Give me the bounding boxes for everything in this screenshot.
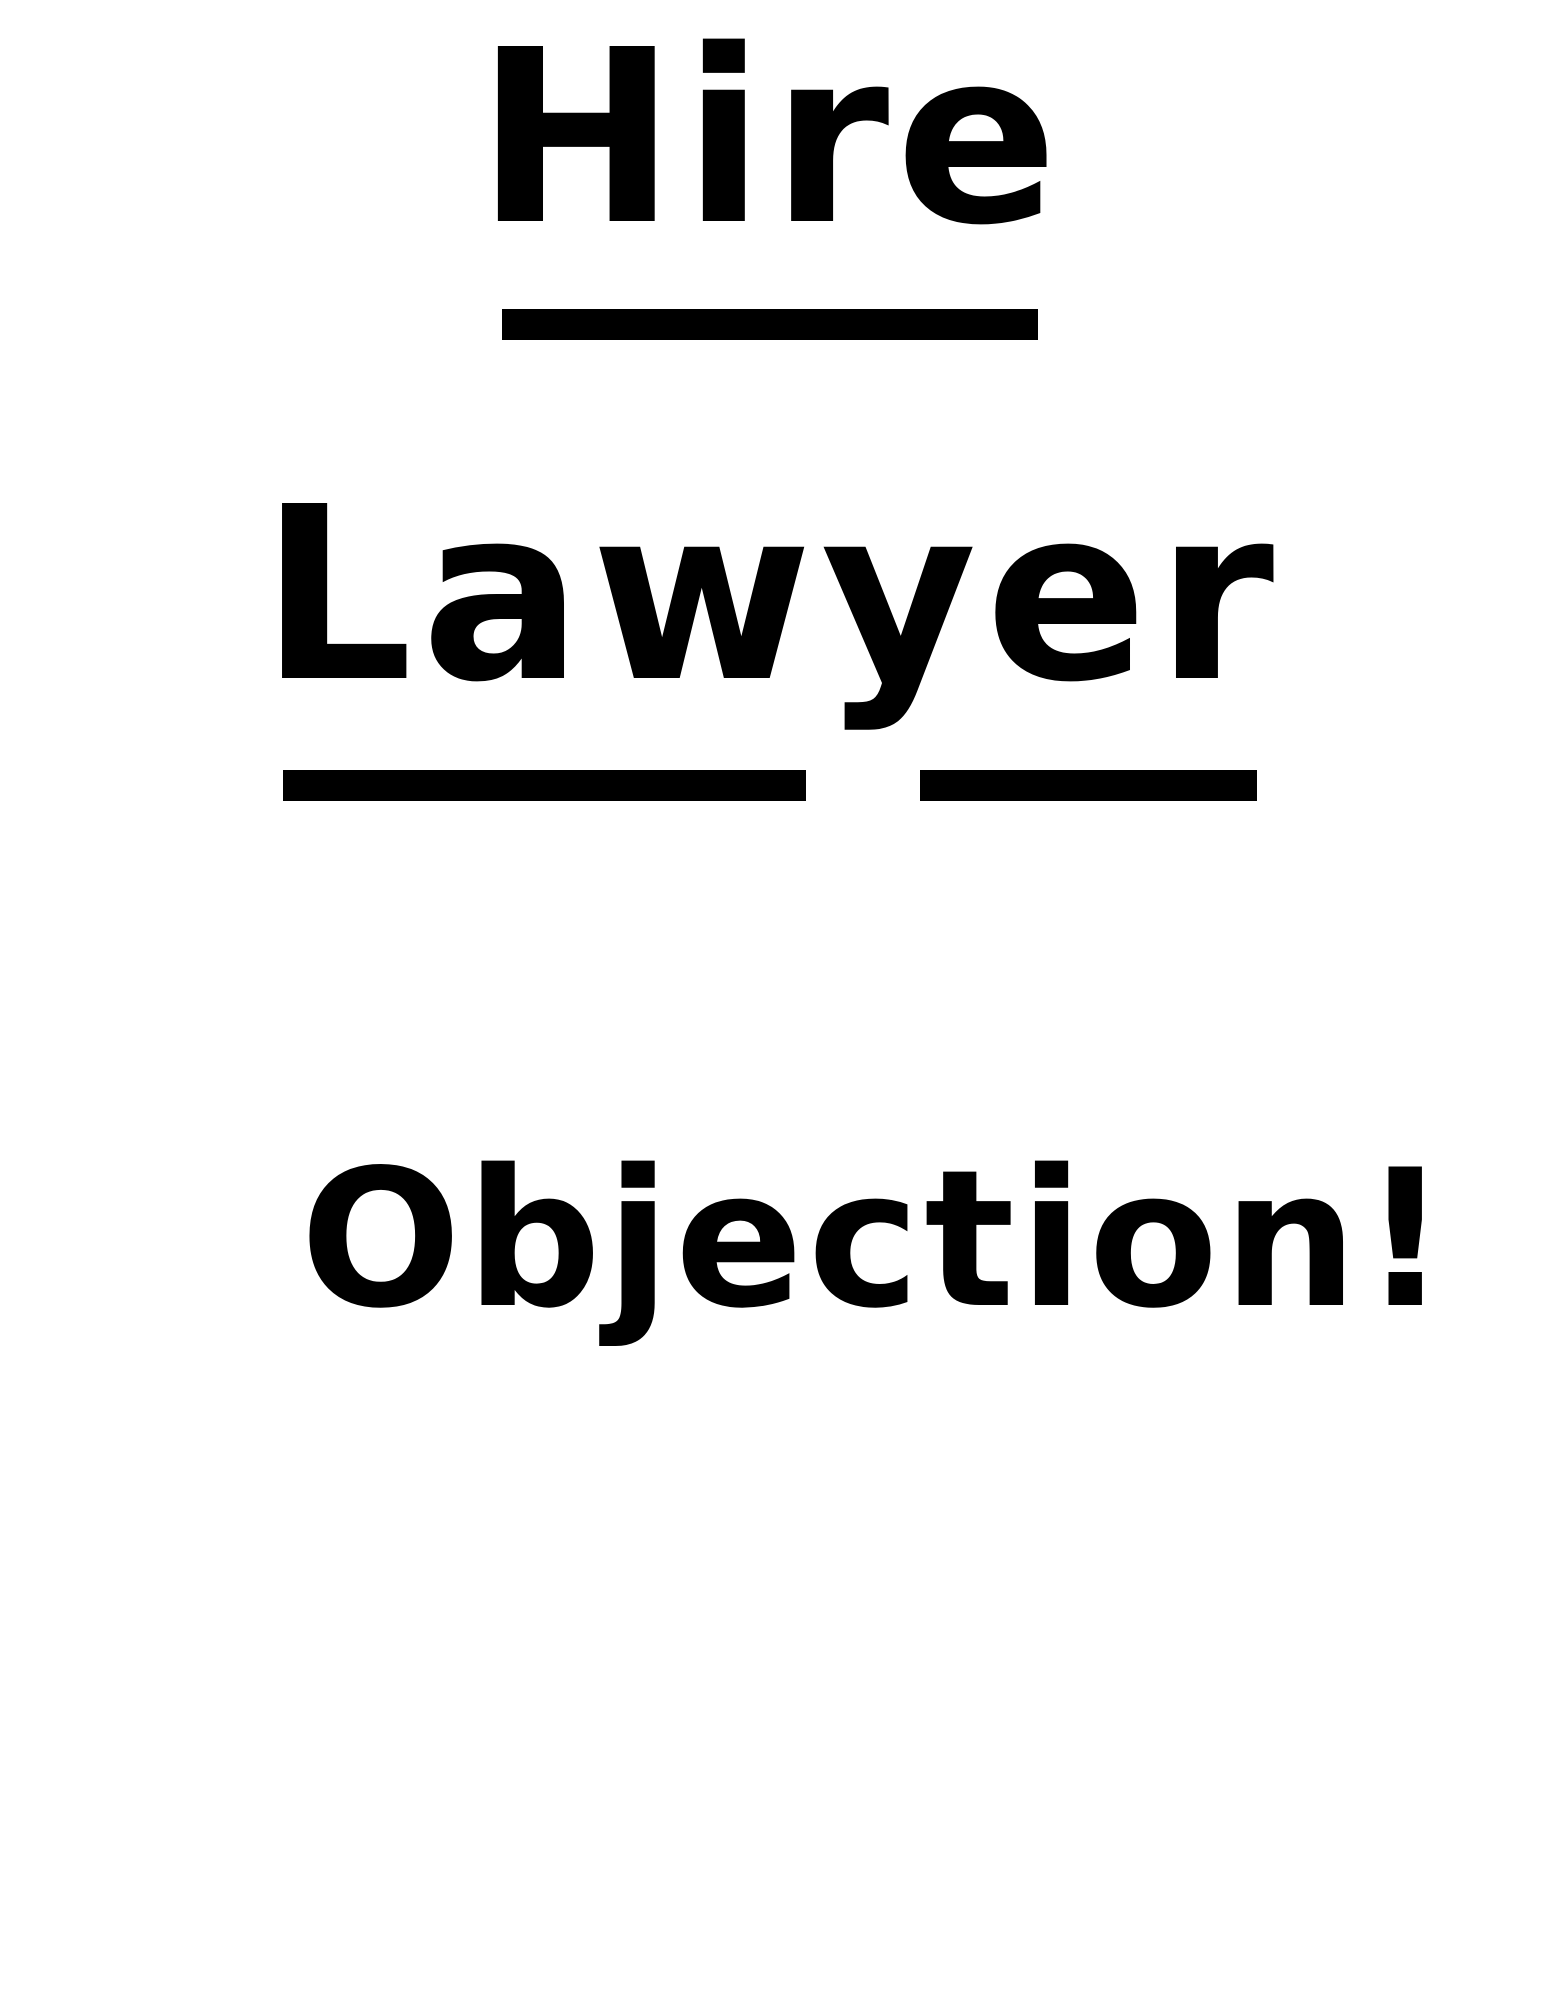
title-hire: Hire — [475, 0, 1065, 278]
caption-objection: Objection! — [300, 1129, 1453, 1350]
title-underline — [502, 309, 1038, 340]
subtitle-underline-right — [920, 770, 1257, 801]
subtitle-underline-left — [283, 770, 806, 801]
subtitle-lawyer: Lawyer — [260, 455, 1283, 735]
